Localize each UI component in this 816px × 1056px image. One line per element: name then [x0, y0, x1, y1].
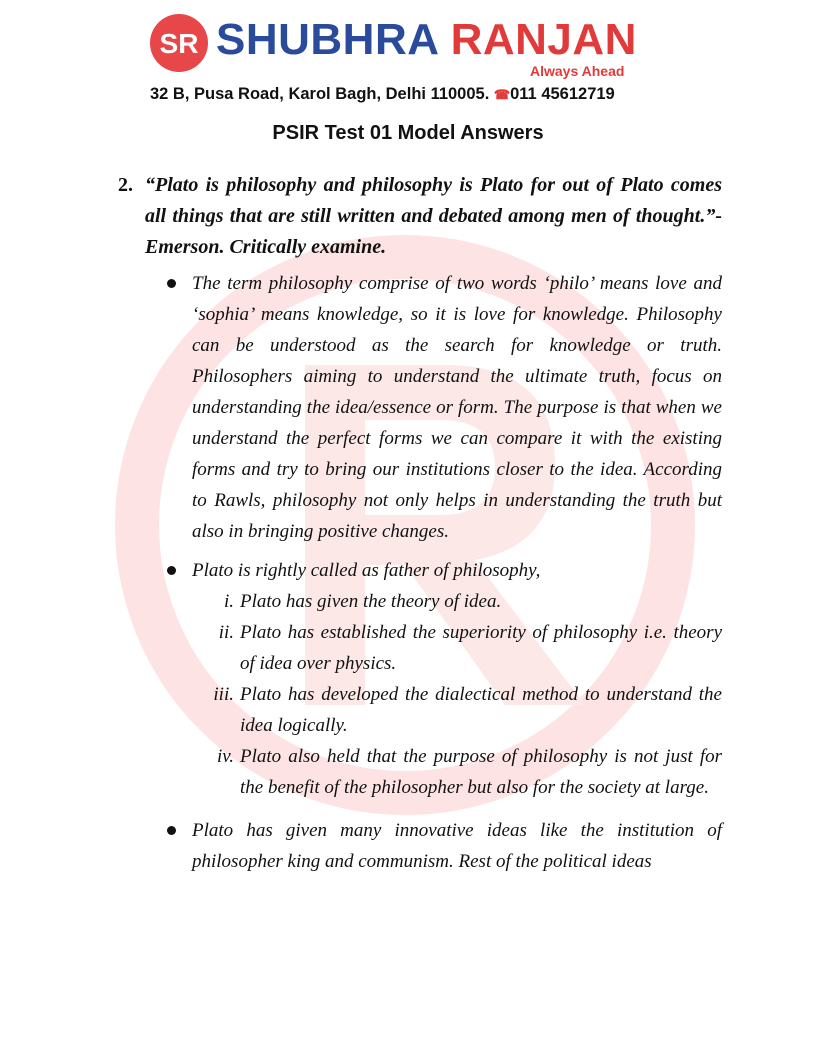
bullet-text: Plato is rightly called as father of philosophy, [192, 560, 541, 581]
sr-logo-icon [148, 12, 210, 74]
list-item-text: Plato also held that the purpose of philosophy is not just for the benefit of the philosopher but also for the society at large. [240, 746, 722, 798]
list-item [165, 586, 722, 617]
bullet-text: Plato has given many innovative ideas like the institution of philosopher king and communism. Rest of the political ideas [192, 820, 722, 872]
brand-name [216, 14, 637, 66]
roman-sublist [165, 586, 722, 803]
bullet-icon [167, 566, 176, 575]
address-text: 32 B, Pusa Road, Karol Bagh, Delhi 110005. [150, 85, 490, 103]
page-title: PSIR Test 01 Model Answers [272, 122, 544, 144]
list-numeral: iv. [216, 746, 234, 767]
bullet-icon [167, 279, 176, 288]
answer-bullet [165, 555, 722, 586]
address-line [150, 85, 615, 104]
phone-number: 011 45612719 [510, 85, 615, 103]
list-item-text: Plato has established the superiority of philosophy i.e. theory of idea over physics. [240, 622, 722, 674]
tagline: Always Ahead [530, 63, 625, 79]
brand-part1: SHUBHRA [216, 15, 438, 64]
logo-letters: SR [159, 28, 199, 59]
question-number: 2. [118, 174, 133, 196]
list-numeral: iii. [213, 684, 234, 705]
bullet-text: The term philosophy comprise of two words ‘philo’ means love and ‘sophia’ means knowledge, so it is love for knowledge. Philosophy can be understood as the search for knowledge or truth. Philosophers aiming to understand the ultimate truth, focus on understanding the idea/essence or form. The purpose is that when we understand the perfect forms we can compare it with the existing forms and try to bring our institutions closer to the idea. According to Rawls, philosophy not only helps in understanding the truth but also in bringing positive changes. [192, 273, 722, 542]
list-numeral: ii. [218, 622, 234, 643]
list-item-text: Plato has developed the dialectical method to understand the idea logically. [240, 684, 722, 736]
answer-bullet [165, 815, 722, 877]
answer-body [165, 268, 722, 885]
bullet-icon [167, 826, 176, 835]
list-numeral: i. [223, 591, 234, 612]
answer-bullet [165, 268, 722, 547]
question-text: “Plato is philosophy and philosophy is Plato for out of Plato comes all things that are still written and debated among men of thought.”- Emerson. Critically examine. [145, 174, 722, 258]
list-item-text: Plato has given the theory of idea. [240, 591, 502, 612]
list-item [165, 679, 722, 741]
list-item [165, 741, 722, 803]
brand-part2: RANJAN [450, 15, 637, 64]
question [118, 170, 722, 263]
phone-icon: ☎ [493, 87, 511, 102]
list-item [165, 617, 722, 679]
